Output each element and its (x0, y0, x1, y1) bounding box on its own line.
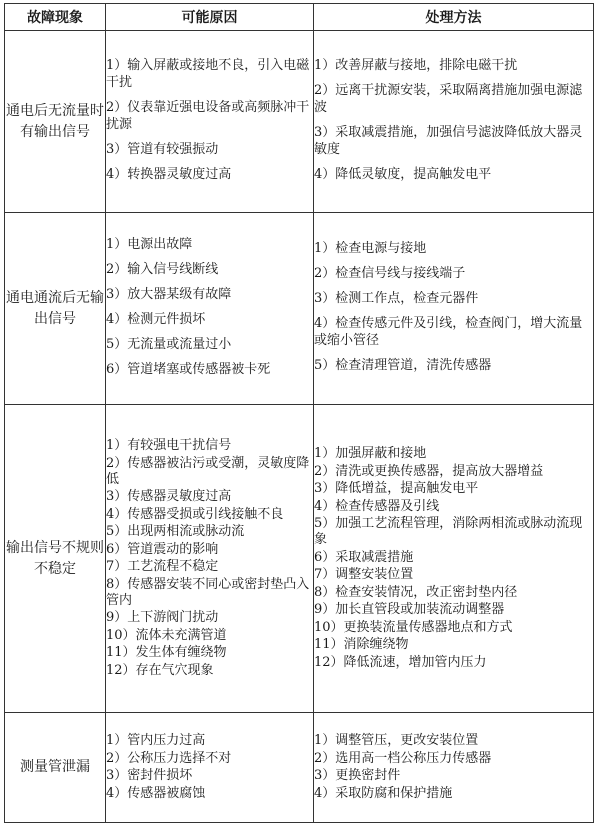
remedy-cell (314, 713, 594, 823)
remedy-item: 1）调整管压，更改安装位置 (314, 733, 479, 749)
cause-item: 11）发生体有缠绕物 (106, 645, 227, 661)
cause-item: 3）管道有较强振动 (106, 142, 219, 157)
symptom-text: 测量管泄漏 (20, 759, 90, 775)
cause-item: 1）有较强电干扰信号 (106, 438, 232, 454)
remedy-item: 5）加强工艺流程管理，消除两相流或脉动流现象 (314, 516, 583, 548)
cause-item: 1）管内压力过高 (106, 733, 206, 749)
header-symptom: 故障现象 (5, 4, 106, 31)
cause-cell (106, 713, 314, 823)
cause-item: 9）上下游阀门扰动 (106, 610, 219, 626)
cause-item: 6）管道堵塞或传感器被卡死 (106, 362, 271, 377)
cause-item: 5）无流量或流量过小 (106, 337, 232, 352)
table-row (5, 31, 594, 213)
cause-item: 8）传感器安装不同心或密封垫凸入管内 (106, 576, 310, 608)
remedy-item: 4）采取防腐和保护措施 (314, 785, 453, 801)
remedy-item: 3）降低增益，提高触发电平 (314, 481, 479, 497)
remedy-item: 3）检测工作点，检查元器件 (314, 291, 479, 306)
remedy-cell (314, 213, 594, 405)
remedy-item: 4）检查传感器及引线 (314, 498, 440, 514)
remedy-item: 1）加强屏蔽和接地 (314, 446, 427, 462)
remedy-item: 3）更换密封件 (314, 768, 401, 784)
symptom-cell (5, 405, 106, 713)
cause-item: 1）输入屏蔽或接地不良，引入电磁干扰 (106, 58, 310, 90)
table-row (5, 713, 594, 823)
cause-item: 2）输入信号线断线 (106, 262, 219, 277)
symptom-text: 输出信号不规则不稳定 (6, 539, 104, 577)
cause-item: 4）转换器灵敏度过高 (106, 167, 232, 182)
cause-item: 12）存在气穴现象 (106, 662, 214, 678)
remedy-item: 2）选用高一档公称压力传感器 (314, 750, 492, 766)
cause-item: 3）密封件损坏 (106, 768, 193, 784)
symptom-cell (5, 31, 106, 213)
remedy-item: 2）远离干扰源安装，采取隔离措施加强电源滤波 (314, 83, 583, 115)
header-remedies: 处理方法 (314, 4, 594, 31)
header-row (5, 4, 594, 31)
cause-item: 3）传感器灵敏度过高 (106, 489, 232, 505)
cause-item: 4）传感器受损或引线接触不良 (106, 506, 284, 522)
symptom-cell (5, 213, 106, 405)
remedy-item: 9）加长直管段或加装流动调整器 (314, 602, 505, 618)
remedy-cell (314, 405, 594, 713)
cause-item: 5）出现两相流或脉动流 (106, 524, 245, 540)
remedy-cell (314, 31, 594, 213)
cause-item: 7）工艺流程不稳定 (106, 559, 219, 575)
cause-cell (106, 213, 314, 405)
symptom-cell (5, 713, 106, 823)
remedy-item: 4）降低灵敏度，提高触发电平 (314, 167, 492, 182)
table-row (5, 213, 594, 405)
cause-item: 1）电源出故障 (106, 237, 193, 252)
symptom-text: 通电通流后无输出信号 (6, 289, 104, 327)
cause-cell (106, 405, 314, 713)
remedy-item: 2）检查信号线与接线端子 (314, 266, 466, 281)
cause-item: 6）管道震动的影响 (106, 541, 219, 557)
cause-item: 2）仪表靠近强电设备或高频脉冲干扰源 (106, 100, 310, 132)
cause-item: 2）传感器被沾污或受潮，灵敏度降低 (106, 455, 310, 487)
cause-item: 4）传感器被腐蚀 (106, 785, 206, 801)
remedy-item: 4）检查传感元件及引线，检查阀门，增大流量或缩小管径 (314, 316, 583, 348)
remedy-item: 11）消除缠绕物 (314, 637, 409, 653)
cause-item: 4）检测元件损坏 (106, 312, 206, 327)
remedy-item: 1）检查电源与接地 (314, 241, 427, 256)
remedy-item: 5）检查清理管道，清洗传感器 (314, 358, 492, 373)
remedy-item: 6）采取减震措施 (314, 549, 414, 565)
cause-item: 2）公称压力选择不对 (106, 750, 232, 766)
remedy-item: 7）调整安装位置 (314, 567, 414, 583)
remedy-item: 1）改善屏蔽与接地，排除电磁干扰 (314, 58, 518, 73)
remedy-item: 10）更换装流量传感器地点和方式 (314, 619, 513, 635)
remedy-item: 2）清洗或更换传感器，提高放大器增益 (314, 463, 544, 479)
table-row (5, 405, 594, 713)
remedy-item: 12）降低流速，增加管内压力 (314, 654, 487, 670)
remedy-item: 3）采取减震措施，加强信号滤波降低放大器灵敏度 (314, 125, 583, 157)
fault-table (4, 3, 594, 823)
cause-item: 10）流体未充满管道 (106, 627, 227, 643)
cause-cell (106, 31, 314, 213)
remedy-item: 8）检查安装情况，改正密封垫内径 (314, 584, 518, 600)
symptom-text: 通电后无流量时有输出信号 (6, 102, 104, 140)
cause-item: 3）放大器某级有故障 (106, 287, 232, 302)
header-causes: 可能原因 (106, 4, 314, 31)
